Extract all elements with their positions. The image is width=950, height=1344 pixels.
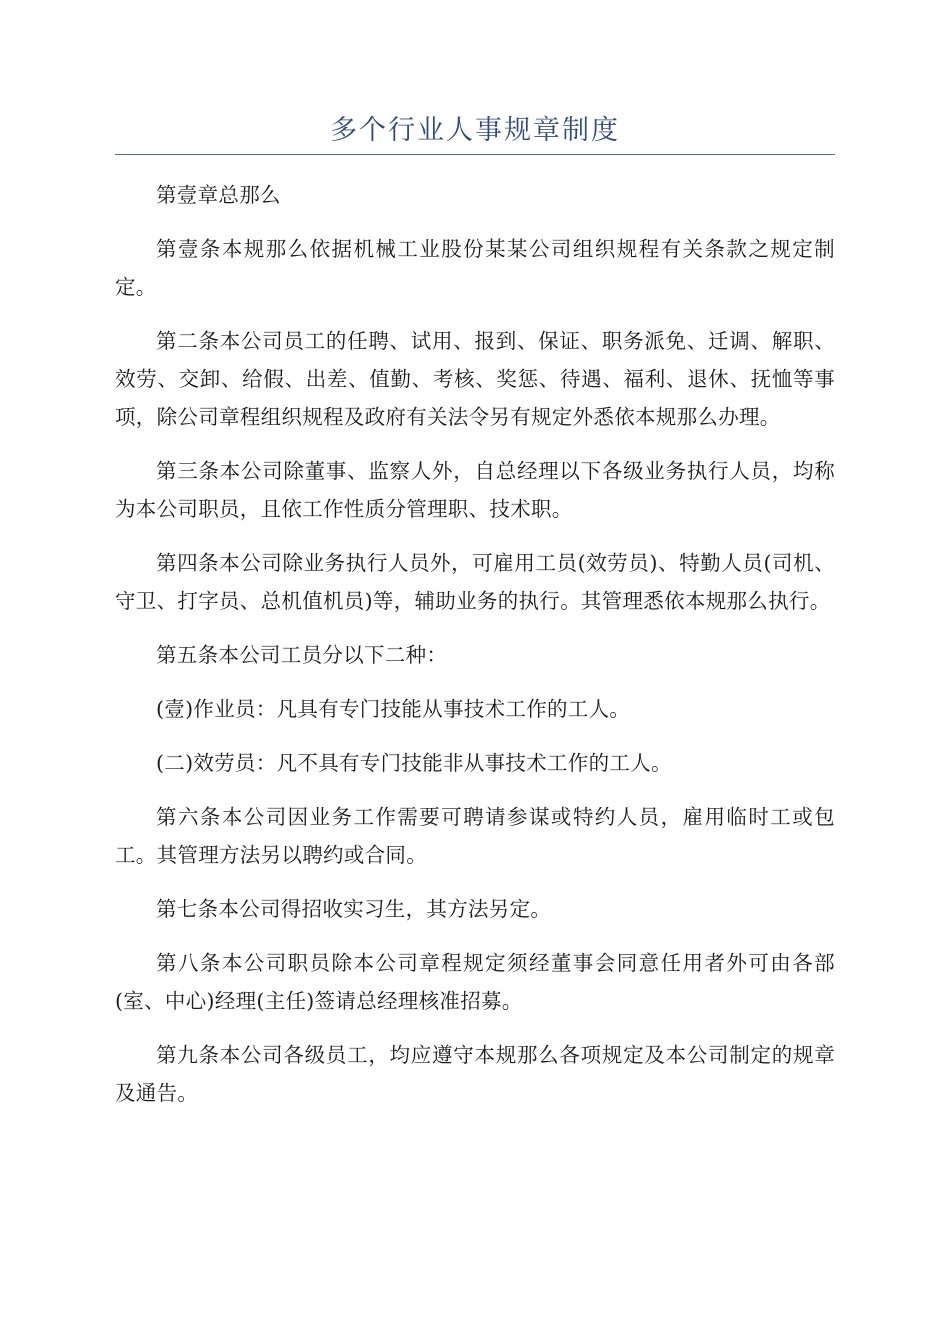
article-paragraph: 第三条本公司除董事、监察人外，自总经理以下各级业务执行人员，均称为本公司职员，且依工作性质分管理职、技术职。 [115, 459, 835, 521]
article-paragraph: 第壹条本规那么依据机械工业股份某某公司组织规程有关条款之规定制定。 [115, 237, 835, 299]
list-item-paragraph: (壹)作业员：凡具有专门技能从事技术工作的工人。 [156, 697, 631, 721]
article-paragraph: 第九条本公司各级员工，均应遵守本规那么各项规定及本公司制定的规章及通告。 [115, 1043, 835, 1105]
article-paragraph: 第八条本公司职员除本公司章程规定须经董事会同意任用者外可由各部(室、中心)经理(主任)签请总经理核准招募。 [115, 951, 835, 1013]
article-paragraph: 第七条本公司得招收实习生，其方法另定。 [156, 897, 552, 921]
article-paragraph: 第六条本公司因业务工作需要可聘请参谋或特约人员，雇用临时工或包工。其管理方法另以聘约或合同。 [115, 805, 835, 867]
list-item-paragraph: (二)效劳员：凡不具有专门技能非从事技术工作的工人。 [156, 751, 672, 775]
chapter-heading: 第壹章总那么 [156, 183, 281, 207]
document-body [115, 176, 835, 1128]
article-paragraph: 第四条本公司除业务执行人员外，可雇用工员(效劳员)、特勤人员(司机、守卫、打字员、总机值机员)等，辅助业务的执行。其管理悉依本规那么执行。 [115, 551, 835, 613]
article-paragraph: 第二条本公司员工的任聘、试用、报到、保证、职务派免、迁调、解职、效劳、交卸、给假、出差、值勤、考核、奖惩、待遇、福利、退休、抚恤等事项，除公司章程组织规程及政府有关法令另有规定外悉依本规那么办理。 [115, 329, 835, 429]
article-paragraph: 第五条本公司工员分以下二种： [156, 643, 448, 667]
title-divider [115, 154, 835, 155]
document-title: 多个行业人事规章制度 [330, 115, 620, 146]
